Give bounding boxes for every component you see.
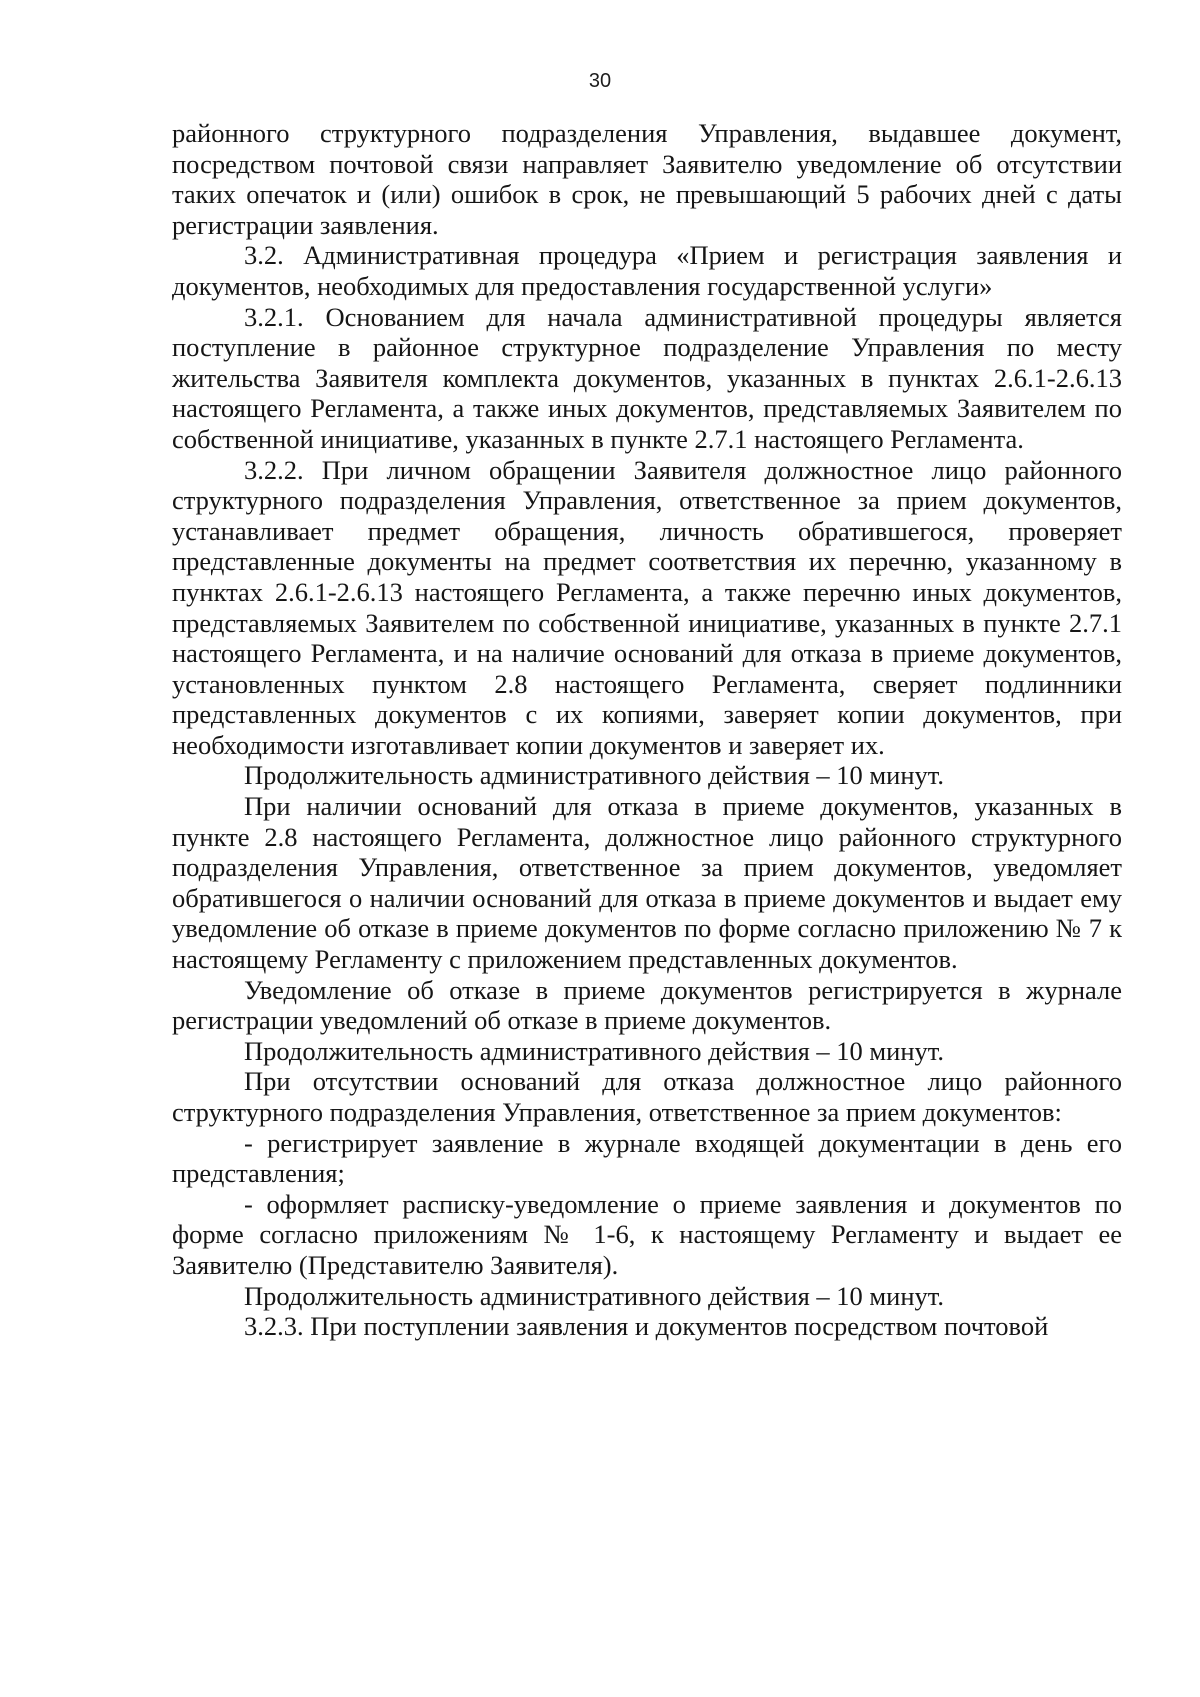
- paragraph-refusal-registration: Уведомление об отказе в приеме документов регистрируется в журнале регистрации уведомлений об отказе в приеме документов.: [172, 974, 1122, 1036]
- paragraph: районного структурного подразделения Управления, выдавшее документ, посредством почтовой связи направляет Заявителю уведомление об отсутствии таких опечаток и (или) ошибок в срок, не превышающий 5 рабочих дней с даты регистрации заявления.: [172, 118, 1122, 240]
- paragraph-refusal-grounds: При наличии оснований для отказа в приеме документов, указанных в пункте 2.8 настоящего Регламента, должностное лицо районного структурного подразделения Управления, ответственное за прием документов, уведомляет обратившегося о наличии оснований для отказа в приеме документов и выдает ему уведомление об отказе в приеме документов по форме согласно приложению № 7 к настоящему Регламенту с приложением представленных документов.: [172, 791, 1122, 975]
- section-heading-3-2: 3.2. Административная процедура «Прием и регистрация заявления и документов, необходимых для предоставления государственной услуги»: [172, 240, 1122, 301]
- list-item-receipt: - оформляет расписку-уведомление о приеме заявления и документов по форме согласно приложениям № 1-6, к настоящему Регламенту и выдает ее Заявителю (Представителю Заявителя).: [172, 1188, 1122, 1280]
- paragraph-3-2-3: 3.2.3. При поступлении заявления и документов посредством почтовой: [244, 1311, 1049, 1342]
- document-body: [172, 118, 1122, 1342]
- page-number: 30: [588, 70, 612, 92]
- paragraph-no-refusal: При отсутствии оснований для отказа должностное лицо районного структурного подразделения Управления, ответственное за прием документов:: [172, 1066, 1122, 1127]
- paragraph-duration: Продолжительность административного действия – 10 минут.: [244, 760, 944, 791]
- paragraph-duration: Продолжительность административного действия – 10 минут.: [244, 1280, 944, 1311]
- paragraph-3-2-1: 3.2.1. Основанием для начала административной процедуры является поступление в районное структурное подразделение Управления по месту жительства Заявителя комплекта документов, указанных в пунктах 2.6.1-2.6.13 настоящего Регламента, а также иных документов, представляемых Заявителем по собственной инициативе, указанных в пункте 2.7.1 настоящего Регламента.: [172, 301, 1122, 454]
- list-item-register: - регистрирует заявление в журнале входящей документации в день его представления;: [172, 1127, 1122, 1189]
- paragraph-3-2-2: 3.2.2. При личном обращении Заявителя должностное лицо районного структурного подразделения Управления, ответственное за прием документов, устанавливает предмет обращения, личность обратившегося, проверяет представленные документы на предмет соответствия их перечню, указанному в пунктах 2.6.1-2.6.13 настоящего Регламента, а также перечню иных документов, представляемых Заявителем по собственной инициативе, указанных в пункте 2.7.1 настоящего Регламента, и на наличие оснований для отказа в приеме документов, установленных пунктом 2.8 настоящего Регламента, сверяет подлинники представленных документов с их копиями, заверяет копии документов, при необходимости изготавливает копии документов и заверяет их.: [172, 454, 1122, 760]
- paragraph-duration: Продолжительность административного действия – 10 минут.: [244, 1035, 944, 1066]
